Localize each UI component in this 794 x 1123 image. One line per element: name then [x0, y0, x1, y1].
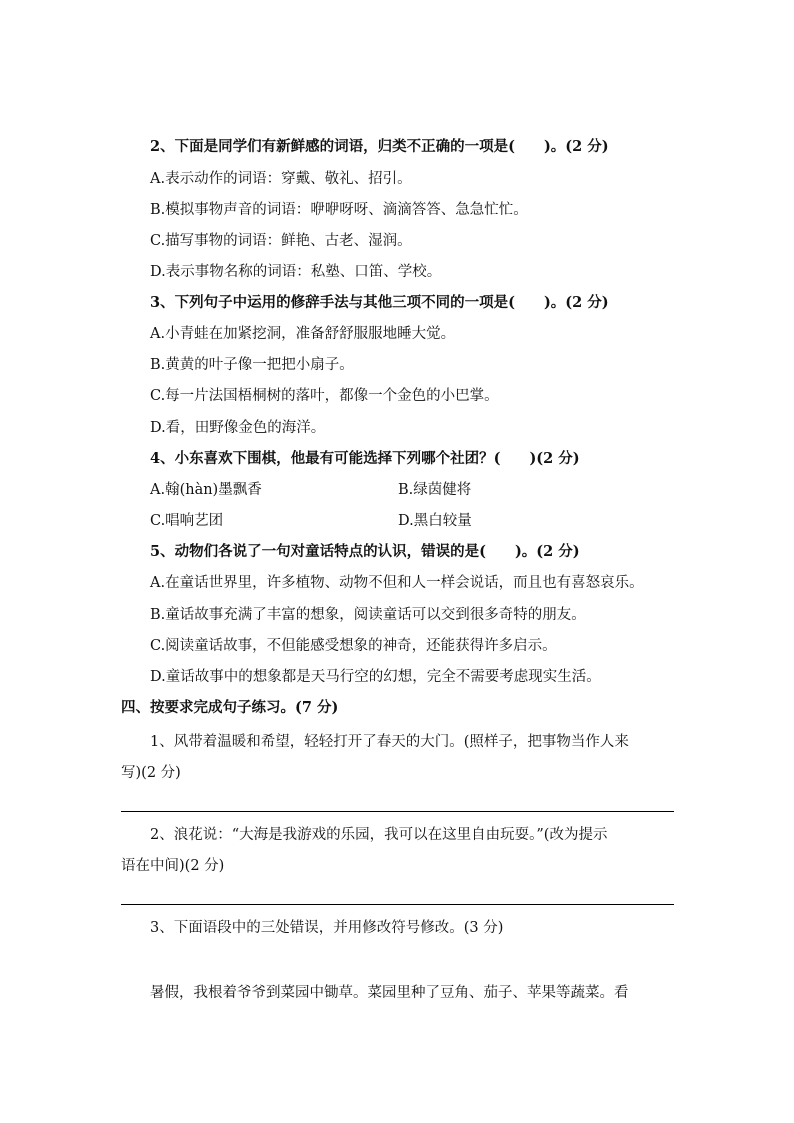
question-4-title: 4、小东喜欢下围棋，他最有可能选择下列哪个社团？( )(2 分)	[150, 450, 580, 467]
question-3-title: 3、下列句子中运用的修辞手法与其他三项不同的一项是( )。(2 分)	[150, 294, 609, 311]
question-5-option-a: A.在童话世界里，许多植物、动物不但和人一样会说话，而且也有喜怒哀乐。	[150, 575, 644, 591]
question-3-option-d: D.看，田野像金色的海洋。	[150, 420, 326, 436]
question-4-option-b: B.绿茵健将	[398, 482, 472, 498]
question-2-option-b: B.模拟事物声音的词语：咿咿呀呀、滴滴答答、急急忙忙。	[150, 202, 528, 218]
passage-line-1: 暑假，我根着爷爷到菜园中锄草。菜园里种了豆角、茄子、苹果等蔬菜。看	[150, 985, 629, 1001]
question-3-option-a: A.小青蛙在加紧挖洞，准备舒舒服服地睡大觉。	[150, 326, 456, 342]
answer-line-2[interactable]	[121, 904, 674, 905]
question-2-option-c: C.描写事物的词语：鲜艳、古老、湿润。	[150, 233, 412, 249]
section-4-item-2-line-1: 2、浪花说：“大海是我游戏的乐园，我可以在这里自由玩耍。”(改为提示	[150, 827, 608, 843]
question-5-option-b: B.童话故事充满了丰富的想象，阅读童话可以交到很多奇特的朋友。	[150, 607, 586, 623]
section-4-item-3: 3、下面语段中的三处错误，并用修改符号修改。(3 分)	[150, 920, 504, 936]
question-4-option-d: D.黑白较量	[398, 513, 472, 529]
question-5-title: 5、动物们各说了一句对童话特点的认识，错误的是( )。(2 分)	[150, 543, 580, 560]
question-5-option-d: D.童话故事中的想象都是天马行空的幻想，完全不需要考虑现实生活。	[150, 669, 601, 685]
question-3-option-c: C.每一片法国梧桐树的落叶，都像一个金色的小巴掌。	[150, 388, 499, 404]
section-4-item-1-line-1: 1、风带着温暖和希望，轻轻打开了春天的大门。(照样子，把事物当作人来	[150, 734, 629, 750]
section-4-item-2-line-2: 语在中间)(2 分)	[121, 858, 225, 874]
question-2-option-a: A.表示动作的词语：穿戴、敬礼、招引。	[150, 171, 412, 187]
answer-line-1[interactable]	[121, 811, 674, 812]
question-2-title: 2、下面是同学们有新鲜感的词语，归类不正确的一项是( )。(2 分)	[150, 138, 609, 155]
question-4-option-c: C.唱响艺团	[150, 513, 224, 529]
section-4-heading: 四、按要求完成句子练习。(7 分)	[121, 699, 339, 716]
question-5-option-c: C.阅读童话故事，不但能感受想象的神奇，还能获得许多启示。	[150, 638, 557, 654]
question-3-option-b: B.黄黄的叶子像一把把小扇子。	[150, 357, 354, 373]
section-4-item-1-line-2: 写)(2 分)	[121, 765, 181, 781]
question-2-option-d: D.表示事物名称的词语：私塾、口笛、学校。	[150, 264, 442, 280]
question-4-option-a: A.翰(hàn)墨飘香	[150, 482, 262, 498]
